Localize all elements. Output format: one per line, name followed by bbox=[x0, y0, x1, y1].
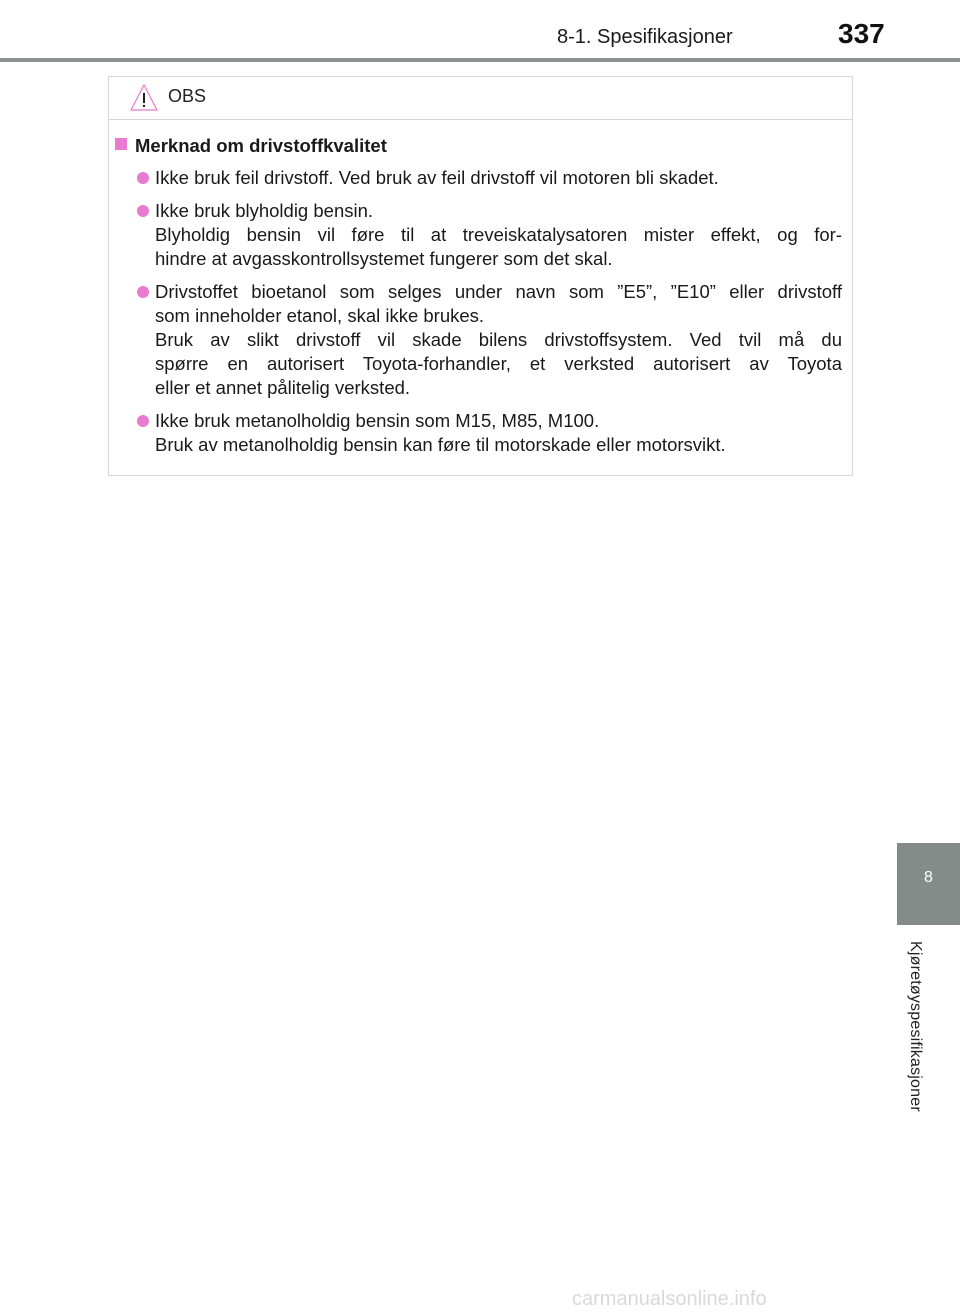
notice-header bbox=[109, 77, 852, 120]
item-line: eller et annet pålitelig verksted. bbox=[155, 377, 411, 398]
item-line: Ikke bruk metanolholdig bensin som M15, M85, M100. bbox=[155, 410, 600, 431]
item-line: spørre en autorisert Toyota-forhandler, et verksted autorisert av Toyota bbox=[155, 353, 842, 374]
watermark: carmanualsonline.info bbox=[572, 1288, 767, 1310]
chapter-tab bbox=[897, 843, 960, 925]
round-bullet-icon bbox=[137, 172, 149, 184]
notice-title bbox=[113, 134, 842, 158]
item-line: Drivstoffet bioetanol som selges under navn som ”E5”, ”E10” eller drivstoff bbox=[155, 281, 842, 302]
chapter-title: Kjøretøyspesifikasjoner bbox=[907, 941, 924, 1112]
item-line: Ikke bruk feil drivstoff. Ved bruk av feil drivstoff vil motoren bli skadet. bbox=[155, 167, 719, 188]
item-line: hindre at avgasskontrollsystemet fungerer som det skal. bbox=[155, 248, 613, 269]
notice-label: OBS bbox=[168, 86, 207, 106]
page-number: 337 bbox=[838, 18, 885, 49]
item-line: Bruk av metanolholdig bensin kan føre til motorskade eller motorsvikt. bbox=[155, 434, 726, 455]
item-line: Bruk av slikt drivstoff vil skade bilens drivstoffsystem. Ved tvil må du bbox=[155, 329, 842, 350]
notice-title-text: Merknad om drivstoffkvalitet bbox=[135, 135, 387, 156]
round-bullet-icon bbox=[137, 205, 149, 217]
header-section-title: 8-1. Spesifikasjoner bbox=[557, 26, 733, 48]
warning-triangle-icon bbox=[129, 83, 159, 118]
round-bullet-icon bbox=[137, 286, 149, 298]
notice-body bbox=[109, 120, 852, 457]
square-bullet-icon bbox=[115, 138, 127, 150]
round-bullet-icon bbox=[137, 415, 149, 427]
chapter-number: 8 bbox=[924, 869, 933, 886]
list-item bbox=[113, 199, 842, 271]
header-rule bbox=[0, 58, 960, 62]
list-item bbox=[113, 166, 842, 190]
item-line: som inneholder etanol, skal ikke brukes. bbox=[155, 305, 485, 326]
item-line: Ikke bruk blyholdig bensin. bbox=[155, 200, 374, 221]
list-item bbox=[113, 409, 842, 457]
item-line: Blyholdig bensin vil føre til at treveiskatalysatoren mister effekt, og for- bbox=[155, 224, 842, 245]
notice-box bbox=[108, 76, 853, 476]
list-item bbox=[113, 280, 842, 400]
